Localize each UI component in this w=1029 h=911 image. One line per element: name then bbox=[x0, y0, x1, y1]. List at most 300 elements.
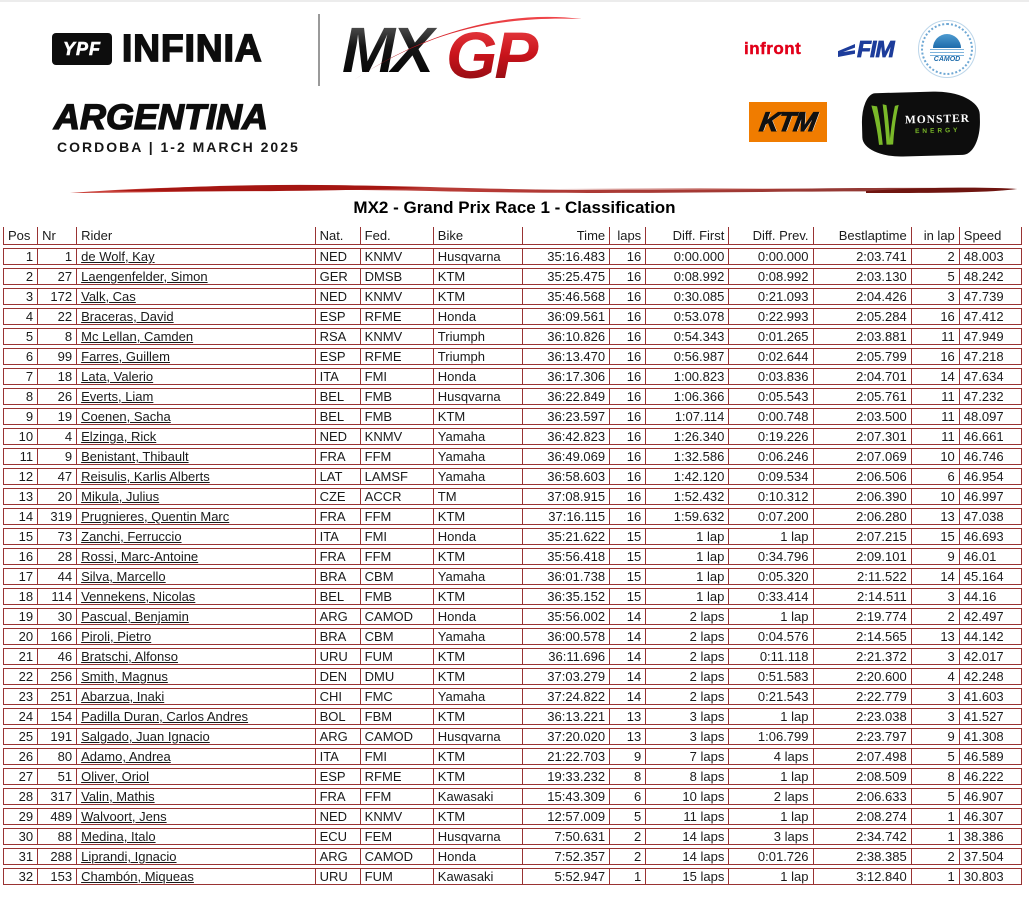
rider-link[interactable]: Silva, Marcello bbox=[77, 568, 315, 585]
cell: 9 bbox=[912, 548, 960, 565]
cell: 7:52.357 bbox=[523, 848, 610, 865]
cell: 1 lap bbox=[729, 708, 813, 725]
cell: RFME bbox=[361, 768, 434, 785]
cell: 1 lap bbox=[646, 568, 729, 585]
cell: 8 bbox=[3, 388, 38, 405]
cell: 51 bbox=[38, 768, 77, 785]
rider-link[interactable]: Reisulis, Karlis Alberts bbox=[77, 468, 315, 485]
cell: 153 bbox=[38, 868, 77, 885]
cell: 3 laps bbox=[646, 728, 729, 745]
cell: FFM bbox=[361, 548, 434, 565]
cell: 46.693 bbox=[960, 528, 1022, 545]
cell: 14 bbox=[3, 508, 38, 525]
cell: 42.497 bbox=[960, 608, 1022, 625]
cell: 0:02.644 bbox=[729, 348, 813, 365]
cell: 36:58.603 bbox=[523, 468, 610, 485]
cell: 2 laps bbox=[646, 688, 729, 705]
mxgp-gp-text: GP bbox=[446, 18, 536, 88]
cell: 2:03.881 bbox=[814, 328, 912, 345]
cell: 47.739 bbox=[960, 288, 1022, 305]
cell: 27 bbox=[3, 768, 38, 785]
column-header-in-lap: in lap bbox=[912, 227, 960, 245]
cell: 22 bbox=[3, 668, 38, 685]
cell: FBM bbox=[361, 708, 434, 725]
cell: FMB bbox=[361, 388, 434, 405]
cell: 3 laps bbox=[646, 708, 729, 725]
cell: 47.232 bbox=[960, 388, 1022, 405]
table-row bbox=[3, 548, 1022, 565]
cell: 5 bbox=[610, 808, 646, 825]
cell: CAMOD bbox=[361, 608, 434, 625]
cell: 114 bbox=[38, 588, 77, 605]
cell: 29 bbox=[3, 808, 38, 825]
cell: 80 bbox=[38, 748, 77, 765]
cell: 5 bbox=[912, 788, 960, 805]
cell: FFM bbox=[361, 508, 434, 525]
table-row bbox=[3, 748, 1022, 765]
cell: 35:25.475 bbox=[523, 268, 610, 285]
cell: 2 laps bbox=[646, 648, 729, 665]
cell: 37:24.822 bbox=[523, 688, 610, 705]
cell: 48.003 bbox=[960, 248, 1022, 265]
cell: 2:07.498 bbox=[814, 748, 912, 765]
cell: 2:05.284 bbox=[814, 308, 912, 325]
cell: Kawasaki bbox=[434, 788, 523, 805]
cell: 42.017 bbox=[960, 648, 1022, 665]
table-row bbox=[3, 728, 1022, 745]
cell: 1:59.632 bbox=[646, 508, 729, 525]
cell: 191 bbox=[38, 728, 77, 745]
cell: 6 bbox=[912, 468, 960, 485]
cell: 2 bbox=[912, 248, 960, 265]
column-header-bestlaptime: Bestlaptime bbox=[814, 227, 912, 245]
cell: ESP bbox=[316, 308, 361, 325]
cell: 2:23.797 bbox=[814, 728, 912, 745]
cell: 10 bbox=[912, 488, 960, 505]
page-title: MX2 - Grand Prix Race 1 - Classification bbox=[353, 198, 676, 217]
cell: 46.907 bbox=[960, 788, 1022, 805]
cell: 1 bbox=[38, 248, 77, 265]
cell: 2 laps bbox=[729, 788, 813, 805]
cell: ECU bbox=[316, 828, 361, 845]
cell: 21:22.703 bbox=[523, 748, 610, 765]
cell: 38.386 bbox=[960, 828, 1022, 845]
cell: ARG bbox=[316, 848, 361, 865]
cell: 0:22.993 bbox=[729, 308, 813, 325]
cell: 19 bbox=[38, 408, 77, 425]
rider-link[interactable]: Coenen, Sacha bbox=[77, 408, 315, 425]
cell: 2:05.761 bbox=[814, 388, 912, 405]
cell: 41.527 bbox=[960, 708, 1022, 725]
cell: 18 bbox=[38, 368, 77, 385]
column-header-diff-first: Diff. First bbox=[646, 227, 729, 245]
cell: BRA bbox=[316, 568, 361, 585]
cell: 5 bbox=[3, 328, 38, 345]
column-header-pos: Pos bbox=[3, 227, 38, 245]
cell: 36:17.306 bbox=[523, 368, 610, 385]
rider-link[interactable]: Salgado, Juan Ignacio bbox=[77, 728, 315, 745]
cell: 16 bbox=[610, 348, 646, 365]
table-row bbox=[3, 688, 1022, 705]
cell: 16 bbox=[610, 428, 646, 445]
cell: 16 bbox=[610, 288, 646, 305]
cell: CBM bbox=[361, 568, 434, 585]
cell: 14 bbox=[610, 668, 646, 685]
cell: 2:03.741 bbox=[814, 248, 912, 265]
cell: 0:54.343 bbox=[646, 328, 729, 345]
cell: Honda bbox=[434, 848, 523, 865]
cell: ACCR bbox=[361, 488, 434, 505]
cell: FMI bbox=[361, 748, 434, 765]
cell: 2 bbox=[912, 848, 960, 865]
rider-link[interactable]: de Wolf, Kay bbox=[77, 248, 315, 265]
cell: CAMOD bbox=[361, 848, 434, 865]
brand-divider bbox=[318, 14, 320, 86]
cell: Triumph bbox=[434, 328, 523, 345]
cell: 37:03.279 bbox=[523, 668, 610, 685]
cell: 26 bbox=[38, 388, 77, 405]
cell: 1:06.366 bbox=[646, 388, 729, 405]
camod-ring bbox=[921, 23, 973, 75]
rider-link[interactable]: Abarzua, Inaki bbox=[77, 688, 315, 705]
table-row bbox=[3, 588, 1022, 605]
cell: 0:51.583 bbox=[729, 668, 813, 685]
cell: 2:22.779 bbox=[814, 688, 912, 705]
cell: 154 bbox=[38, 708, 77, 725]
rider-link[interactable]: Chambón, Miqueas bbox=[77, 868, 315, 885]
cell: 1:07.114 bbox=[646, 408, 729, 425]
cell: FRA bbox=[316, 448, 361, 465]
cell: 7:50.631 bbox=[523, 828, 610, 845]
cell: 2:14.565 bbox=[814, 628, 912, 645]
rider-link[interactable]: Laengenfelder, Simon bbox=[77, 268, 315, 285]
rider-link[interactable]: Farres, Guillem bbox=[77, 348, 315, 365]
cell: 22 bbox=[38, 308, 77, 325]
cell: 2 bbox=[912, 608, 960, 625]
cell: FMI bbox=[361, 368, 434, 385]
cell: 41.308 bbox=[960, 728, 1022, 745]
cell: 36:01.738 bbox=[523, 568, 610, 585]
rider-link[interactable]: Padilla Duran, Carlos Andres bbox=[77, 708, 315, 725]
cell: 11 laps bbox=[646, 808, 729, 825]
cell: 16 bbox=[610, 488, 646, 505]
cell: Honda bbox=[434, 528, 523, 545]
cell: 28 bbox=[3, 788, 38, 805]
cell: Yamaha bbox=[434, 688, 523, 705]
cell: FEM bbox=[361, 828, 434, 845]
table-row bbox=[3, 248, 1022, 265]
rider-link[interactable]: Mc Lellan, Camden bbox=[77, 328, 315, 345]
cell: BEL bbox=[316, 388, 361, 405]
cell: 20 bbox=[38, 488, 77, 505]
table-row bbox=[3, 808, 1022, 825]
ktm-logo: KTM bbox=[749, 102, 827, 142]
table-row bbox=[3, 848, 1022, 865]
cell: 2:08.509 bbox=[814, 768, 912, 785]
rider-link[interactable]: Adamo, Andrea bbox=[77, 748, 315, 765]
cell: 47.634 bbox=[960, 368, 1022, 385]
cell: 2:38.385 bbox=[814, 848, 912, 865]
cell: 19 bbox=[3, 608, 38, 625]
cell: 0:00.748 bbox=[729, 408, 813, 425]
table-row bbox=[3, 268, 1022, 285]
cell: 1 lap bbox=[646, 588, 729, 605]
cell: Yamaha bbox=[434, 568, 523, 585]
cell: ESP bbox=[316, 348, 361, 365]
cell: 24 bbox=[3, 708, 38, 725]
brush-stroke bbox=[0, 180, 1029, 200]
monster-claw-icon bbox=[869, 103, 902, 148]
cell: 172 bbox=[38, 288, 77, 305]
cell: 5 bbox=[912, 748, 960, 765]
column-header-rider: Rider bbox=[77, 227, 315, 245]
cell: 2:07.301 bbox=[814, 428, 912, 445]
cell: Husqvarna bbox=[434, 248, 523, 265]
rider-link[interactable]: Mikula, Julius bbox=[77, 488, 315, 505]
cell: FUM bbox=[361, 648, 434, 665]
cell: 2:23.038 bbox=[814, 708, 912, 725]
cell: 36:11.696 bbox=[523, 648, 610, 665]
cell: 2:04.426 bbox=[814, 288, 912, 305]
cell: 489 bbox=[38, 808, 77, 825]
rider-link[interactable]: Elzinga, Rick bbox=[77, 428, 315, 445]
rider-link[interactable]: Lata, Valerio bbox=[77, 368, 315, 385]
cell: 14 bbox=[912, 368, 960, 385]
cell: 9 bbox=[912, 728, 960, 745]
cell: 21 bbox=[3, 648, 38, 665]
rider-link[interactable]: Valin, Mathis bbox=[77, 788, 315, 805]
cell: 2 laps bbox=[646, 668, 729, 685]
rider-link[interactable]: Walvoort, Jens bbox=[77, 808, 315, 825]
cell: FFM bbox=[361, 448, 434, 465]
window-edge bbox=[0, 0, 1029, 2]
mxgp-logo bbox=[342, 8, 587, 93]
cell: 256 bbox=[38, 668, 77, 685]
cell: KNMV bbox=[361, 248, 434, 265]
cell: KTM bbox=[434, 548, 523, 565]
rider-link[interactable]: Liprandi, Ignacio bbox=[77, 848, 315, 865]
cell: 45.164 bbox=[960, 568, 1022, 585]
cell: Husqvarna bbox=[434, 388, 523, 405]
cell: 3 bbox=[3, 288, 38, 305]
cell: 0:21.543 bbox=[729, 688, 813, 705]
rider-link[interactable]: Smith, Magnus bbox=[77, 668, 315, 685]
cell: 13 bbox=[3, 488, 38, 505]
cell: URU bbox=[316, 868, 361, 885]
cell: 7 bbox=[3, 368, 38, 385]
cell: 0:10.312 bbox=[729, 488, 813, 505]
table-row bbox=[3, 668, 1022, 685]
table-row bbox=[3, 288, 1022, 305]
cell: DEN bbox=[316, 668, 361, 685]
cell: LAMSF bbox=[361, 468, 434, 485]
cell: Yamaha bbox=[434, 468, 523, 485]
cell: 1 bbox=[912, 868, 960, 885]
cell: KNMV bbox=[361, 328, 434, 345]
cell: 15 laps bbox=[646, 868, 729, 885]
cell: 16 bbox=[610, 468, 646, 485]
cell: 44 bbox=[38, 568, 77, 585]
cell: 0:34.796 bbox=[729, 548, 813, 565]
cell: 16 bbox=[610, 388, 646, 405]
cell: URU bbox=[316, 648, 361, 665]
event-title: ARGENTINA bbox=[54, 96, 268, 137]
cell: 4 bbox=[38, 428, 77, 445]
camod-logo: CAMOD bbox=[918, 20, 976, 78]
rider-link[interactable]: Everts, Liam bbox=[77, 388, 315, 405]
rider-link[interactable]: Braceras, David bbox=[77, 308, 315, 325]
cell: 2:34.742 bbox=[814, 828, 912, 845]
cell: 36:35.152 bbox=[523, 588, 610, 605]
cell: 16 bbox=[610, 508, 646, 525]
column-header-speed: Speed bbox=[960, 227, 1022, 245]
ypf-badge: YPF bbox=[52, 33, 112, 65]
cell: 3:12.840 bbox=[814, 868, 912, 885]
rider-link[interactable]: Medina, Italo bbox=[77, 828, 315, 845]
table-row bbox=[3, 468, 1022, 485]
cell: 46.661 bbox=[960, 428, 1022, 445]
rider-link[interactable]: Vennekens, Nicolas bbox=[77, 588, 315, 605]
column-header-time: Time bbox=[523, 227, 610, 245]
cell: 35:21.622 bbox=[523, 528, 610, 545]
cell: 47.038 bbox=[960, 508, 1022, 525]
cell: 0:33.414 bbox=[729, 588, 813, 605]
cell: 15 bbox=[912, 528, 960, 545]
cell: 46.746 bbox=[960, 448, 1022, 465]
cell: RFME bbox=[361, 348, 434, 365]
table-row bbox=[3, 368, 1022, 385]
cell: 23 bbox=[3, 688, 38, 705]
cell: 0:03.836 bbox=[729, 368, 813, 385]
cell: 36:13.221 bbox=[523, 708, 610, 725]
cell: 1:32.586 bbox=[646, 448, 729, 465]
cell: 14 bbox=[912, 568, 960, 585]
cell: 28 bbox=[38, 548, 77, 565]
cell: 6 bbox=[610, 788, 646, 805]
cell: 2:03.130 bbox=[814, 268, 912, 285]
cell: KTM bbox=[434, 408, 523, 425]
cell: 46 bbox=[38, 648, 77, 665]
cell: 16 bbox=[610, 448, 646, 465]
cell: ARG bbox=[316, 608, 361, 625]
cell: 2:21.372 bbox=[814, 648, 912, 665]
rider-link[interactable]: Valk, Cas bbox=[77, 288, 315, 305]
cell: 31 bbox=[3, 848, 38, 865]
rider-link[interactable]: Bratschi, Alfonso bbox=[77, 648, 315, 665]
cell: 46.589 bbox=[960, 748, 1022, 765]
cell: KTM bbox=[434, 668, 523, 685]
cell: 9 bbox=[610, 748, 646, 765]
table-row bbox=[3, 308, 1022, 325]
rider-link[interactable]: Piroli, Pietro bbox=[77, 628, 315, 645]
cell: 1 bbox=[912, 828, 960, 845]
cell: 2:07.215 bbox=[814, 528, 912, 545]
cell: BRA bbox=[316, 628, 361, 645]
cell: 0:05.320 bbox=[729, 568, 813, 585]
cell: 48.242 bbox=[960, 268, 1022, 285]
rider-link[interactable]: Rossi, Marc-Antoine bbox=[77, 548, 315, 565]
cell: 36:42.823 bbox=[523, 428, 610, 445]
cell: KNMV bbox=[361, 808, 434, 825]
table-row bbox=[3, 488, 1022, 505]
cell: 16 bbox=[912, 348, 960, 365]
cell: 42.248 bbox=[960, 668, 1022, 685]
cell: 14 bbox=[610, 608, 646, 625]
cell: 2:06.633 bbox=[814, 788, 912, 805]
cell: 16 bbox=[610, 308, 646, 325]
cell: Honda bbox=[434, 608, 523, 625]
table-body bbox=[3, 248, 1022, 885]
cell: 27 bbox=[38, 268, 77, 285]
monster-energy-logo: MONSTER ENERGY bbox=[861, 90, 981, 157]
cell: 36:49.069 bbox=[523, 448, 610, 465]
table-row bbox=[3, 328, 1022, 345]
cell: 46.997 bbox=[960, 488, 1022, 505]
cell: 3 bbox=[912, 588, 960, 605]
rider-link[interactable]: Zanchi, Ferruccio bbox=[77, 528, 315, 545]
rider-link[interactable]: Prugnieres, Quentin Marc bbox=[77, 508, 315, 525]
cell: 317 bbox=[38, 788, 77, 805]
cell: 1:52.432 bbox=[646, 488, 729, 505]
cell: 1 bbox=[3, 248, 38, 265]
cell: 0:30.085 bbox=[646, 288, 729, 305]
cell: 46.222 bbox=[960, 768, 1022, 785]
table-row bbox=[3, 528, 1022, 545]
cell: 15 bbox=[610, 528, 646, 545]
cell: 2 laps bbox=[646, 628, 729, 645]
cell: 3 bbox=[912, 648, 960, 665]
cell: BOL bbox=[316, 708, 361, 725]
cell: 5 bbox=[912, 268, 960, 285]
infront-logo: infront bbox=[744, 39, 802, 58]
cell: 1 lap bbox=[729, 868, 813, 885]
cell: 19:33.232 bbox=[523, 768, 610, 785]
fim-wing-icon bbox=[838, 44, 855, 57]
cell: DMU bbox=[361, 668, 434, 685]
cell: NED bbox=[316, 288, 361, 305]
cell: 36:13.470 bbox=[523, 348, 610, 365]
infinia-wordmark: INFINIA bbox=[122, 27, 263, 70]
cell: 17 bbox=[3, 568, 38, 585]
cell: Husqvarna bbox=[434, 828, 523, 845]
cell: 88 bbox=[38, 828, 77, 845]
cell: 5:52.947 bbox=[523, 868, 610, 885]
cell: 0:08.992 bbox=[729, 268, 813, 285]
cell: FRA bbox=[316, 548, 361, 565]
cell: 16 bbox=[3, 548, 38, 565]
cell: 20 bbox=[3, 628, 38, 645]
cell: 1 lap bbox=[729, 808, 813, 825]
rider-link[interactable]: Oliver, Oriol bbox=[77, 768, 315, 785]
cell: 14 bbox=[610, 688, 646, 705]
cell: 11 bbox=[912, 408, 960, 425]
cell: KTM bbox=[434, 648, 523, 665]
cell: 3 bbox=[912, 288, 960, 305]
cell: 0:21.093 bbox=[729, 288, 813, 305]
table-row bbox=[3, 508, 1022, 525]
cell: 8 laps bbox=[646, 768, 729, 785]
cell: 30 bbox=[3, 828, 38, 845]
classification-table bbox=[3, 224, 1022, 888]
rider-link[interactable]: Benistant, Thibault bbox=[77, 448, 315, 465]
cell: 46.01 bbox=[960, 548, 1022, 565]
cell: Husqvarna bbox=[434, 728, 523, 745]
cell: 13 bbox=[912, 628, 960, 645]
rider-link[interactable]: Pascual, Benjamin bbox=[77, 608, 315, 625]
cell: 2 bbox=[610, 828, 646, 845]
cell: ITA bbox=[316, 528, 361, 545]
cell: 4 bbox=[3, 308, 38, 325]
